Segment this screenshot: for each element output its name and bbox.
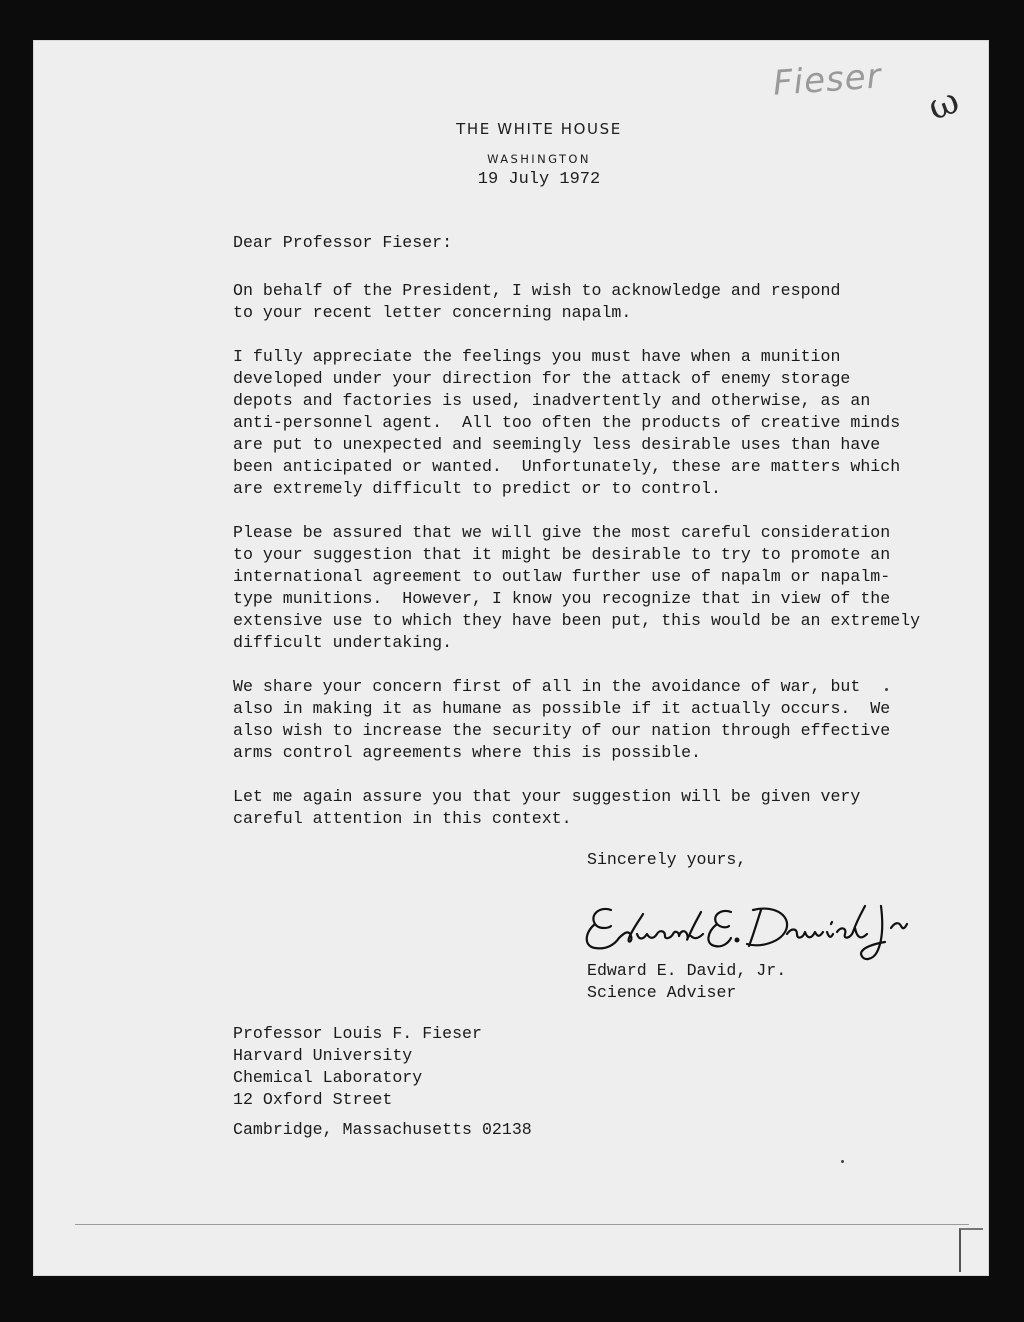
paragraph-4: We share your concern first of all in the avoidance of war, but also in making it as humane as possible if it actually occurs. We also wish to increase the security of our nation through effective arms control agreements where this is possible. bbox=[233, 677, 891, 762]
signer-title: Science Adviser bbox=[587, 983, 737, 1002]
letterhead-title: THE WHITE HOUSE bbox=[456, 120, 622, 138]
recipient-city: Cambridge, Massachusetts 02138 bbox=[233, 1120, 532, 1139]
paragraph-5: Let me again assure you that your suggestion will be given very careful attention in this context. bbox=[233, 787, 861, 828]
handwritten-name-annotation: Fieser bbox=[771, 56, 883, 104]
paragraph-1: On behalf of the President, I wish to acknowledge and respond to your recent letter concerning napalm. bbox=[233, 281, 841, 322]
recipient-street: 12 Oxford Street bbox=[233, 1090, 393, 1109]
letter-date: 19 July 1972 bbox=[477, 170, 601, 189]
paragraph-3: Please be assured that we will give the most careful consideration to your suggestion that it might be desirable to try to promote an international agreement to outlaw further use of napalm or napalm- type munitions. However, I know you recognize that in view of the extensive use to which they have been put, this would be an extremely difficult undertaking. bbox=[233, 523, 921, 652]
handwritten-mark-annotation: ω bbox=[922, 80, 965, 129]
recipient-name: Professor Louis F. Fieser bbox=[233, 1024, 482, 1043]
recipient-institution: Harvard University bbox=[233, 1046, 413, 1065]
letter-page bbox=[33, 40, 989, 1276]
paper-speck bbox=[841, 1160, 844, 1163]
closing: Sincerely yours, bbox=[587, 850, 747, 869]
signer-block bbox=[587, 960, 786, 1004]
recipient-address bbox=[233, 1023, 532, 1141]
handwritten-signature bbox=[581, 888, 911, 968]
paper-edge-line bbox=[75, 1224, 969, 1225]
paragraph-2: I fully appreciate the feelings you must have when a munition developed under your direction for the attack of enemy storage depots and factories is used, inadvertently and otherwise, as an anti-personnel agent. All too often the products of creative minds are put to unexpected and seemingly less desirable uses than have been anticipated or wanted. Unfortunately, these are matters which are extremely difficult to predict or to control. bbox=[233, 347, 901, 498]
letterhead-city: WASHINGTON bbox=[487, 152, 591, 166]
signer-name: Edward E. David, Jr. bbox=[587, 961, 787, 980]
paper-corner-mark bbox=[959, 1228, 983, 1272]
salutation: Dear Professor Fieser: bbox=[233, 233, 453, 252]
recipient-department: Chemical Laboratory bbox=[233, 1068, 423, 1087]
paper-speck bbox=[885, 688, 888, 691]
